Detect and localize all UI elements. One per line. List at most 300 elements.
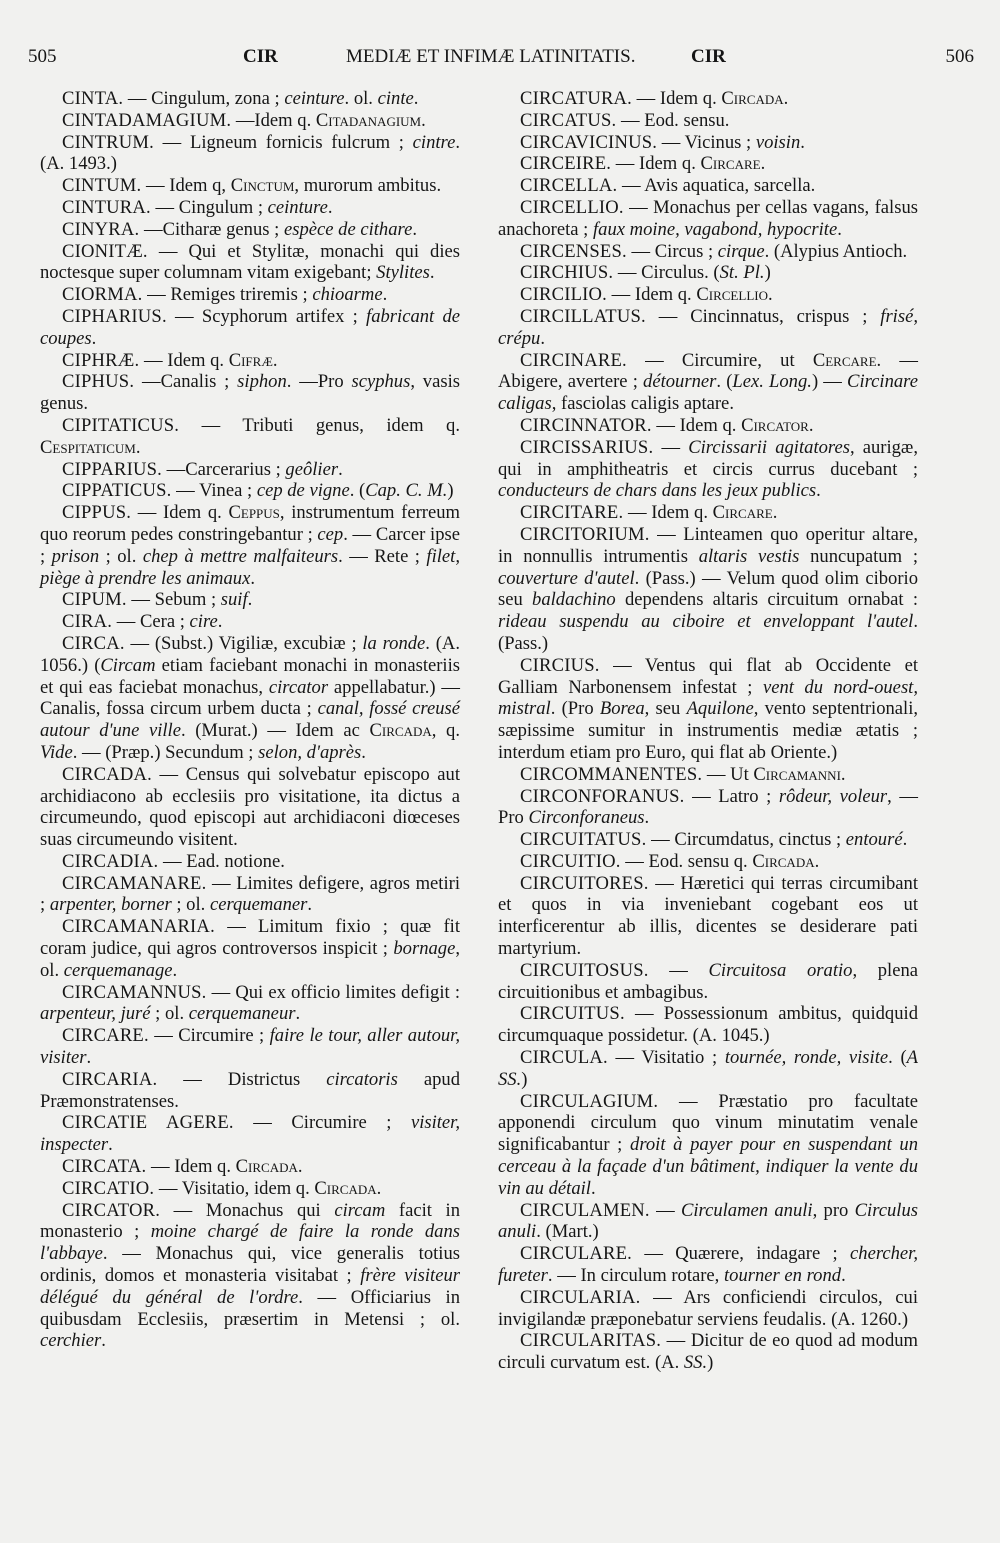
running-title: MEDIÆ ET INFIMÆ LATINITATIS. [346,46,636,67]
entry-gloss-italic: cerquemanage [63,959,173,981]
entry-text: . [217,611,223,633]
entry-text: — (Subst.) Vigiliæ, excubiæ ; [124,632,363,654]
dictionary-entry [498,1091,918,1200]
dictionary-entry [498,1287,918,1331]
entry-headword: CIONITÆ. [62,240,148,262]
entry-headword: CIRCITARE. [520,502,624,524]
entry-text: —Idem q. [231,109,316,131]
entry-text: facit in monasterio ; [40,1199,460,1243]
dictionary-entry [40,611,460,633]
entry-crossref: Circare [700,153,761,175]
dictionary-entry [40,371,460,415]
entry-text: — Hæretici qui terras circumibant et quos in via inveniebant cogebant eos ut interficerentur ab illis, dicentes se desiderare pati martyrium. [498,872,918,960]
entry-headword: CIRCUITUS. [520,1003,625,1025]
entry-text: — Possessionum ambitus, quidquid circumquaque possidetur. (A. 1045.) [498,1003,918,1047]
entry-gloss-italic: scyphus [351,371,411,393]
entry-gloss-italic: cirque [717,240,765,262]
entry-text: . [247,589,253,611]
entry-text: — Idem q. [623,502,713,524]
entry-text: — Qui et Stylitæ, monachi qui dies noctesque super columnam vitam exigebant; [40,240,460,284]
entry-text: . [429,262,435,284]
entry-gloss-italic: cerquemaner [209,894,308,916]
right-column [498,88,918,1374]
entry-gloss-italic: la ronde [362,632,426,654]
dictionary-entry [40,197,460,219]
entry-gloss-italic: rideau suspendu au ciboire et enveloppant l'autel [498,611,914,633]
dictionary-entry [40,1069,460,1113]
entry-headword: CIRCINNATOR. [520,414,652,436]
entry-gloss-italic: voisin [755,131,801,153]
entry-text: — Cera ; [112,611,190,633]
entry-text: — Circumire ; [148,1025,270,1047]
entry-text: — Circulus. ( [613,262,720,284]
entry-headword: CIRCUITATUS. [520,829,647,851]
entry-text: — Idem q. [651,414,742,436]
entry-crossref: Circada [235,1156,298,1178]
section-letters-left: CIR [243,46,278,67]
entry-text: — Idem q. [607,284,697,306]
dictionary-entry [498,153,918,175]
entry-headword: CIRCONFORANUS. [520,785,685,807]
entry-gloss-italic: geôlier [285,458,339,480]
entry-text: . [841,1265,846,1287]
entry-text: , vento septentrionali, sæpissime sumitur in instrumentis mediæ ætatis ; interdum etiam pro Euro, qui flat ab Oriente.) [498,698,919,763]
entry-headword: CIRCATIO. [62,1177,155,1199]
dictionary-entry [498,524,918,655]
entry-crossref: Circada [314,1177,377,1199]
entry-gloss-italic: chep à mettre malfaiteurs [142,545,339,567]
entry-gloss-italic: cintre [412,131,456,153]
entry-text: . [644,807,650,829]
entry-text: — Circus ; [626,240,718,262]
entry-gloss-italic: Circulus anuli [498,1199,918,1243]
entry-headword: CIRCISSARIUS. [520,436,654,458]
dictionary-entry [498,132,918,154]
entry-text: — Monachus qui [160,1199,335,1221]
dictionary-entry [40,764,460,851]
entry-gloss-italic: tournée, ronde, visite [724,1047,889,1069]
dictionary-entry [498,1047,918,1091]
entry-crossref: Circada [369,720,432,742]
entry-gloss-italic: cinte [377,88,414,109]
dictionary-entry [40,415,460,459]
entry-text: . [361,741,366,763]
entry-text: — Quærere, indagare ; [632,1243,851,1265]
entry-headword: CIRCULAGIUM. [520,1090,659,1112]
entry-text: — Scyphorum artifex ; [166,305,367,327]
entry-headword: CIRCITORIUM. [520,523,650,545]
entry-text: — Eod. sensu q. [620,850,753,872]
entry-headword: CIPPUS. [62,502,132,524]
dictionary-entry [498,197,918,241]
entry-gloss-italic: ceinture [267,196,328,218]
entry-gloss-italic: canal, fossé creusé autour d'une ville [40,698,460,742]
entry-text: — Tributi genus, idem q. [179,414,460,436]
dictionary-entry [498,873,918,960]
entry-text: — Latro ; [684,785,779,807]
dictionary-entry [498,110,918,132]
entry-headword: CIRCATIE AGERE. [62,1112,234,1134]
entry-text: . [307,894,313,916]
dictionary-entry [498,502,918,524]
entry-text: — Idem q. [632,88,722,109]
entry-gloss-italic: couverture d'autel [498,567,635,589]
entry-gloss-italic: Circam [100,654,156,676]
entry-text: . [772,502,778,524]
entry-text: — Sebum ; [126,589,221,611]
entry-text: — Circumdatus, cinctus ; [646,829,846,851]
entry-text: — Visitatio ; [607,1047,725,1069]
entry-text: — Vicinus ; [657,131,756,153]
entry-gloss-italic: chercher, fureter [498,1243,918,1287]
entry-headword: CIRCATUS. [520,109,617,131]
entry-text: , ol. [40,938,460,981]
entry-gloss-italic: entouré [845,829,903,851]
entry-text: . — (Præp.) Secundum ; [72,741,259,763]
entry-crossref: Ceppus [228,502,280,524]
entry-text: . [135,436,141,458]
entry-gloss-italic: rôdeur, voleur [778,785,888,807]
entry-text: . — Carcer ipse ; [40,523,460,567]
entry-gloss-italic: Circissarii agitatores [688,436,850,458]
dictionary-entry [40,1178,460,1200]
entry-text: , q. [431,720,460,742]
entry-text: — Ead. notione. [158,850,285,872]
dictionary-entry [40,502,460,589]
entry-text: etiam faciebant monachi in monasteriis et qui eas faciebat monachus, [40,654,460,698]
dictionary-entry [498,764,918,786]
dictionary-entry [498,88,918,110]
entry-text: — Limitum fixio ; quæ fit coram judice, qui agros controversos inspicit ; [40,916,460,960]
entry-text: — Visitatio, idem q. [154,1177,315,1199]
entry-gloss-italic: cire [189,611,218,633]
entry-text: , aurigæ, qui in amphitheatris et circis currus ducebant ; [498,436,918,480]
entry-text: — Ligneum fornicis fulcrum ; [154,131,413,153]
entry-text: appellabatur.) — Canalis, fossa circum urbem ducta ; [40,676,460,720]
entry-text: . [327,196,333,218]
dictionary-entry [40,982,460,1026]
entry-text: —Carcerarius ; [162,458,286,480]
entry-text: — Limites defigere, agros metiri ; [40,872,460,916]
entry-text: — Idem q. [611,153,701,175]
entry-text: — Cingulum, zona ; [123,88,285,109]
entry-gloss-italic: ceinture [284,88,345,109]
entry-text: ; ol. [99,545,143,567]
entry-crossref: Cinctum [230,175,295,197]
entry-text: . [840,763,846,785]
dictionary-entry [40,88,460,110]
entry-text: . (Alypius Antioch. [764,240,908,262]
entry-text: — Linteamen quo operitur altare, in nonnullis intrumentis [498,523,918,567]
entry-headword: CINTA. [62,88,124,109]
entry-text: . [250,567,255,589]
entry-crossref: Circada [752,850,815,872]
dictionary-entry [40,916,460,981]
entry-text: . [421,109,426,131]
entry-text: . (Murat.) — Idem ac [180,720,370,742]
dictionary-entry [498,415,918,437]
entry-gloss-italic: selon, d'après [258,741,362,763]
entry-text: — Qui ex officio limites defigit : [206,981,460,1003]
dictionary-entry [40,1025,460,1069]
entry-gloss-italic: filet, piège à prendre les animaux [40,545,460,589]
entry-headword: CIRCA. [62,632,125,654]
dictionary-entry [498,175,918,197]
entry-headword: CINTURA. [62,196,151,218]
entry-text: . [767,284,773,306]
entry-gloss-italic: détourner [643,371,717,393]
entry-gloss-italic: faire le tour, aller autour, visiter [40,1025,460,1069]
entry-text: ) [707,1352,714,1374]
entry-gloss-italic: cerchier [40,1330,102,1352]
entry-headword: CIRCULARITAS. [520,1330,662,1352]
entry-gloss-italic: arpenter, borner [49,894,172,916]
entry-headword: CIRCENSES. [520,240,627,262]
dictionary-entry [40,284,460,306]
dictionary-entry [498,1200,918,1244]
entry-text: — Ars conficiendi circulos, cui invigilandæ præponebatur serviens feudalis. (A. 1260.) [498,1286,918,1330]
entry-gloss-italic: circam [334,1199,386,1221]
entry-text: ) — [811,371,848,393]
entry-headword: CIRCUITOSUS. [520,959,649,981]
entry-text: — Eod. sensu. [616,109,730,131]
entry-text: . [540,327,545,349]
dictionary-entry [498,1330,918,1374]
entry-gloss-italic: moine chargé de faire la ronde dans l'abbaye [40,1221,460,1265]
entry-text: —Citharæ genus ; [139,218,284,240]
entry-text: — Remiges triremis ; [142,284,313,306]
entry-text: — Vinea ; [171,480,257,502]
entry-headword: CIRCULARE. [520,1243,633,1265]
dictionary-entry [40,589,460,611]
entry-text: . [800,131,805,153]
entry-text: . — Abigere, avertere ; [498,349,918,393]
entry-headword: CIPHRÆ. [62,349,140,371]
entry-text: . — Rete ; [338,545,427,567]
running-header [28,46,974,72]
entry-headword: CIRCAMANNUS. [62,981,207,1003]
entry-text: dependens altaris circuitum ornabat : [615,589,918,611]
entry-text: . [382,284,388,306]
entry-headword: CIPITATICUS. [62,414,180,436]
dictionary-entry [40,350,460,372]
entry-gloss-italic: Aquilone [686,698,754,720]
entry-text: ; ol. [171,894,210,916]
entry-text: — Idem q. [139,349,229,371]
entry-headword: CIRCAMANARE. [62,872,207,894]
entry-crossref: Cercare [812,349,877,371]
entry-text: — Avis aquatica, sarcella. [617,175,816,197]
entry-text: — Idem q, [141,175,231,197]
entry-text: , fasciolas caligis aptare. [551,393,734,415]
entry-headword: CIRCELLA. [520,175,618,197]
entry-text: , pro [812,1199,855,1221]
entry-text: — Circumire ; [233,1112,411,1134]
entry-text: . (A. 1493.) [40,131,460,175]
entry-gloss-italic: Borea [599,698,645,720]
dictionary-entry [40,1112,460,1156]
entry-text: . [338,458,343,480]
entry-text: . [108,1134,113,1156]
entry-headword: CIRCATURA. [520,88,633,109]
entry-text: . [91,327,97,349]
entry-gloss-italic: baldachino [532,589,616,611]
entry-text: — Ventus qui flat ab Occidente et Galliam Narbonensem infestat ; [498,654,918,698]
entry-text: — Dicitur de eo quod ad modum circuli curvatum est. (A. [498,1330,918,1374]
entry-text: . [376,1177,382,1199]
entry-gloss-italic: Stylites [376,262,430,284]
entry-gloss-italic: fabricant de coupes [40,305,460,349]
entry-text: . [902,829,908,851]
entry-gloss-italic: Cap. C. M. [365,480,448,502]
entry-crossref: Circator [741,414,809,436]
entry-text: . ol. [344,88,378,109]
entry-text: . ( [888,1047,907,1069]
entry-text: . [760,153,766,175]
entry-headword: CIRCEIRE. [520,153,612,175]
entry-gloss-italic: tourner en rond [723,1265,842,1287]
entry-text: ) [447,480,454,502]
entry-gloss-italic: Lex. Long. [732,371,812,393]
entry-text: . [837,218,842,240]
entry-gloss-italic: altaris vestis [698,545,800,567]
entry-gloss-italic: bornage [393,938,456,960]
dictionary-entry [40,459,460,481]
entry-headword: CIRCATOR. [62,1199,161,1221]
entry-text: . [808,414,814,436]
entry-headword: CIRCULARIA. [520,1286,641,1308]
entry-text: , —Pro [498,785,918,829]
dictionary-entry [40,132,460,176]
entry-text: ) [764,262,771,284]
entry-crossref: Citadanagium [315,109,422,131]
entry-headword: CIRCAMANARIA. [62,916,215,938]
entry-text: . [590,1177,596,1199]
entry-headword: CIRCATA. [62,1156,147,1178]
dictionary-entry [498,350,918,415]
entry-text: — Circumire, ut [626,349,813,371]
entry-text: — Monachus per cellas vagans, falsus anachoreta ; [498,196,918,240]
entry-headword: CINTRUM. [62,131,154,153]
entry-headword: CIPPATICUS. [62,480,172,502]
entry-text: . [297,1156,303,1178]
entry-text: — [653,436,689,458]
entry-text: . [295,1003,301,1025]
entry-headword: CIRA. [62,611,113,633]
entry-text: . [86,1047,92,1069]
entry-text: . — In circulum rotare, [547,1265,724,1287]
dictionary-entry [498,306,918,350]
entry-text: — Ut [702,763,754,785]
entry-crossref: Circare [712,502,773,524]
dictionary-entry [498,262,918,284]
dictionary-entry [498,960,918,1004]
entry-gloss-italic: cep [317,523,344,545]
dictionary-entry [40,306,460,350]
dictionary-entry [40,241,460,285]
entry-headword: CIRCULA. [520,1047,608,1069]
entry-text: — Census qui solvebatur episcopo aut archidiacono ab ecclesiis pro visitatione, ita dictus a circumeundo, quod episcopi aut archidiaconi diœceses suas circumeundo visitent. [40,763,460,851]
entry-text: . [816,480,821,502]
entry-text: , plena circuitionibus et ambagibus. [498,959,919,1003]
entry-gloss-italic: circator [268,676,329,698]
entry-text: apud Præmonstratenses. [40,1068,460,1112]
dictionary-entry [40,175,460,197]
entry-text: . [814,850,820,872]
entry-text: —Canalis ; [134,371,238,393]
entry-text: . [172,959,178,981]
entry-gloss-italic: arpenteur, juré [40,1003,151,1025]
entry-text: — Cingulum ; [150,196,268,218]
entry-gloss-italic: prison [51,545,100,567]
entry-text: — Præstatio pro facultate apponendi circulum quo vinum minutatim venale significabantur ; [498,1090,918,1156]
entry-gloss-italic: frisé, crépu [498,305,918,349]
entry-headword: CIPPARIUS. [62,458,163,480]
entry-text: . — Officiarius in quibusdam Ecclesiis, præsertim in Metensi ; ol. [40,1286,460,1330]
entry-gloss-italic: cep de vigne [256,480,350,502]
dictionary-entry [40,851,460,873]
entry-text: . (A. 1056.) ( [40,632,460,676]
entry-gloss-italic: suif [220,589,248,611]
entry-text: . (Pass.) — Velum quod olim ciborio seu [498,567,919,611]
entry-gloss-italic: vent du nord-ouest, mistral [498,676,918,720]
entry-gloss-italic: SS. [683,1352,708,1374]
entry-headword: CIRCINARE. [520,349,627,371]
dictionary-entry [498,829,918,851]
entry-text: . ( [716,371,733,393]
entry-gloss-italic: chioarme [312,284,383,306]
entry-text: . [272,349,278,371]
entry-text: — Districtus [157,1068,327,1090]
entry-text: ; ol. [150,1003,189,1025]
entry-text: , seu [644,698,687,720]
entry-headword: CIRCHIUS. [520,262,614,284]
dictionary-entry [40,480,460,502]
dictionary-entry [40,110,460,132]
entry-headword: CIPHUS. [62,371,135,393]
entry-crossref: Cespitaticum [40,436,136,458]
entry-headword: CIRCADA. [62,763,152,785]
entry-gloss-italic: Circulamen anuli [680,1199,813,1221]
entry-headword: CIRCAVICINUS. [520,131,658,153]
entry-text: — [648,959,709,981]
left-column [40,88,460,1352]
entry-headword: CINTADAMAGIUM. [62,109,232,131]
entry-gloss-italic: Circonforaneus [528,807,645,829]
entry-headword: CIPHARIUS. [62,305,167,327]
dictionary-entry [498,851,918,873]
entry-text: nuncupatum ; [799,545,918,567]
entry-gloss-italic: Circinare caligas [498,371,918,415]
entry-text: — [649,1199,681,1221]
entry-text: . ( [349,480,366,502]
dictionary-entry [498,437,918,502]
entry-text: , instrumentum ferreum quo reorum pedes constringebantur ; [40,502,461,545]
entry-crossref: Circada [721,88,784,109]
entry-gloss-italic: Circuitosa oratio [708,959,853,981]
entry-headword: CIRCIUS. [520,654,600,676]
entry-gloss-italic: circatoris [326,1068,398,1090]
dictionary-entry [498,786,918,830]
dictionary-entry [40,219,460,241]
entry-headword: CIRCUITORES. [520,872,649,894]
entry-gloss-italic: Vide [40,741,73,763]
entry-headword: CIPUM. [62,589,127,611]
dictionary-entry [498,284,918,306]
entry-text: . —Pro [286,371,352,393]
entry-gloss-italic: frère visiteur délégué du général de l'ordre [40,1265,461,1308]
entry-gloss-italic: cerquemaneur [188,1003,296,1025]
